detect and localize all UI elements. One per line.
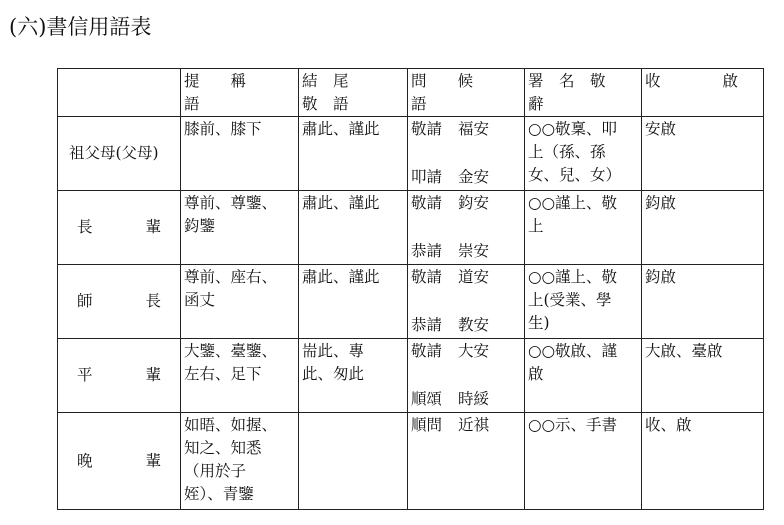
receive-term: 收、啟 bbox=[645, 416, 692, 434]
salutation-line: 大鑒、臺鑒、 bbox=[184, 342, 278, 360]
row-label-char: 輩 bbox=[145, 218, 161, 236]
table-row bbox=[58, 265, 764, 339]
greeting-line-bottom bbox=[411, 240, 489, 263]
header-greeting-line-2: 語 bbox=[411, 95, 427, 113]
signature-line: 上(受業、學 bbox=[528, 291, 612, 309]
salutation-line: （用於子 bbox=[184, 462, 247, 480]
table-row bbox=[58, 413, 764, 510]
greeting-object: 崇安 bbox=[458, 242, 490, 260]
salutation-cell bbox=[181, 339, 299, 413]
row-label-cell bbox=[58, 191, 181, 265]
page-title: (六)書信用語表 bbox=[9, 15, 152, 39]
greeting-line-bottom bbox=[411, 314, 489, 337]
closing-line: 肅此、謹此 bbox=[302, 120, 380, 138]
signature-line: 啟 bbox=[528, 365, 544, 383]
greeting-verb: 敬請 bbox=[411, 194, 443, 212]
receive-cell bbox=[642, 339, 764, 413]
closing-cell bbox=[299, 265, 408, 339]
greeting-cell bbox=[408, 117, 525, 191]
receive-cell bbox=[642, 117, 764, 191]
salutation-line: 尊前、座右、 bbox=[184, 268, 278, 286]
greeting-verb: 恭請 bbox=[411, 242, 443, 260]
header-closing-line-2: 敬 語 bbox=[302, 95, 349, 113]
header-empty-cell bbox=[58, 69, 181, 117]
signature-line: ○○謹上、敬 bbox=[528, 194, 618, 212]
closing-line: 此、匆此 bbox=[302, 365, 365, 383]
greeting-object: 近祺 bbox=[458, 416, 490, 434]
greeting-verb: 叩請 bbox=[411, 168, 443, 186]
row-label-cell bbox=[58, 265, 181, 339]
row-label bbox=[58, 364, 180, 387]
greeting-verb: 敬請 bbox=[411, 120, 443, 138]
greeting-object: 大安 bbox=[458, 342, 490, 360]
letter-terms-table bbox=[57, 68, 764, 510]
greeting-cell bbox=[408, 339, 525, 413]
salutation-line: 膝前、膝下 bbox=[184, 120, 262, 138]
header-greeting-line-1: 問 候 bbox=[411, 72, 474, 90]
greeting-line-top bbox=[411, 340, 521, 363]
salutation-line: 尊前、尊鑒、 bbox=[184, 194, 278, 212]
salutation-cell bbox=[181, 117, 299, 191]
greeting-object: 時綏 bbox=[458, 390, 490, 408]
closing-line: 肅此、謹此 bbox=[302, 194, 380, 212]
receive-cell bbox=[642, 265, 764, 339]
signature-line: ○○謹上、敬 bbox=[528, 268, 618, 286]
greeting-object: 教安 bbox=[458, 316, 490, 334]
header-signature-line-1: 署 名 敬 bbox=[528, 72, 606, 90]
table-header-row bbox=[58, 69, 764, 117]
greeting-line-top bbox=[411, 118, 521, 141]
signature-line: 生) bbox=[528, 314, 550, 332]
greeting-verb: 順頌 bbox=[411, 390, 443, 408]
receive-term: 大啟、臺啟 bbox=[645, 342, 723, 360]
greeting-object: 道安 bbox=[458, 268, 490, 286]
greeting-line-top bbox=[411, 414, 521, 437]
greeting-line-bottom bbox=[411, 388, 489, 411]
salutation-line: 鈞鑒 bbox=[184, 217, 216, 235]
header-greeting bbox=[408, 69, 525, 117]
header-receive-label: 收 啟 bbox=[645, 72, 739, 90]
row-label-char: 晚 bbox=[77, 451, 93, 470]
greeting-verb: 順問 bbox=[411, 416, 443, 434]
signature-cell bbox=[525, 191, 642, 265]
closing-cell bbox=[299, 191, 408, 265]
greeting-cell bbox=[408, 265, 525, 339]
row-label: 祖父母(父母) bbox=[69, 144, 159, 162]
greeting-line-bottom bbox=[411, 166, 489, 189]
row-label-cell bbox=[58, 413, 181, 510]
receive-term: 鈞啟 bbox=[645, 268, 677, 286]
salutation-line: 函丈 bbox=[184, 291, 216, 309]
closing-cell bbox=[299, 339, 408, 413]
greeting-object: 福安 bbox=[458, 120, 490, 138]
header-salutation-line-2: 語 bbox=[184, 95, 200, 113]
greeting-verb: 恭請 bbox=[411, 316, 443, 334]
signature-line: 上（孫、孫 bbox=[528, 143, 606, 161]
row-label-char: 輩 bbox=[145, 366, 161, 384]
header-salutation bbox=[181, 69, 299, 117]
receive-cell bbox=[642, 413, 764, 510]
salutation-cell bbox=[181, 191, 299, 265]
receive-term: 鈞啟 bbox=[645, 194, 677, 212]
row-label-cell bbox=[58, 339, 181, 413]
salutation-line: 姪）、青鑒 bbox=[184, 485, 254, 503]
row-label-char: 輩 bbox=[145, 451, 161, 470]
greeting-cell bbox=[408, 413, 525, 510]
salutation-line: 知之、知悉 bbox=[184, 439, 262, 457]
signature-line: ○○敬稟、叩 bbox=[528, 120, 618, 138]
header-signature bbox=[525, 69, 642, 117]
signature-cell bbox=[525, 413, 642, 510]
closing-cell bbox=[299, 117, 408, 191]
header-closing-line-1: 結 尾 bbox=[302, 72, 349, 90]
greeting-verb: 敬請 bbox=[411, 268, 443, 286]
receive-cell bbox=[642, 191, 764, 265]
table-row bbox=[58, 339, 764, 413]
salutation-line: 左右、足下 bbox=[184, 365, 262, 383]
greeting-line-top bbox=[411, 266, 521, 289]
greeting-line-top bbox=[411, 192, 521, 215]
row-label-char: 長 bbox=[77, 218, 93, 236]
row-label-char: 師 bbox=[77, 292, 93, 310]
salutation-cell bbox=[181, 413, 299, 510]
table-row bbox=[58, 191, 764, 265]
header-salutation-line-1: 提 稱 bbox=[184, 72, 247, 90]
greeting-object: 金安 bbox=[458, 168, 490, 186]
signature-line: ○○敬啟、謹 bbox=[528, 342, 618, 360]
greeting-cell bbox=[408, 191, 525, 265]
signature-line: ○○示、手書 bbox=[528, 416, 618, 434]
header-receive bbox=[642, 69, 764, 117]
row-label bbox=[58, 216, 180, 239]
signature-line: 女、兒、女） bbox=[528, 166, 622, 184]
row-label bbox=[58, 290, 180, 313]
signature-line: 上 bbox=[528, 217, 544, 235]
greeting-verb: 敬請 bbox=[411, 342, 443, 360]
header-closing bbox=[299, 69, 408, 117]
closing-cell bbox=[299, 413, 408, 510]
signature-cell bbox=[525, 117, 642, 191]
signature-cell bbox=[525, 339, 642, 413]
row-label-char: 長 bbox=[145, 292, 161, 310]
row-label-char: 平 bbox=[77, 366, 93, 384]
receive-term: 安啟 bbox=[645, 120, 677, 138]
signature-cell bbox=[525, 265, 642, 339]
salutation-line: 如晤、如握、 bbox=[184, 416, 278, 434]
row-label-cell bbox=[58, 117, 181, 191]
closing-line: 耑此、專 bbox=[302, 342, 365, 360]
closing-line: 肅此、謹此 bbox=[302, 268, 380, 286]
header-signature-line-2: 辭 bbox=[528, 95, 544, 113]
greeting-object: 鈞安 bbox=[458, 194, 490, 212]
salutation-cell bbox=[181, 265, 299, 339]
table-row bbox=[58, 117, 764, 191]
row-label bbox=[58, 450, 180, 473]
